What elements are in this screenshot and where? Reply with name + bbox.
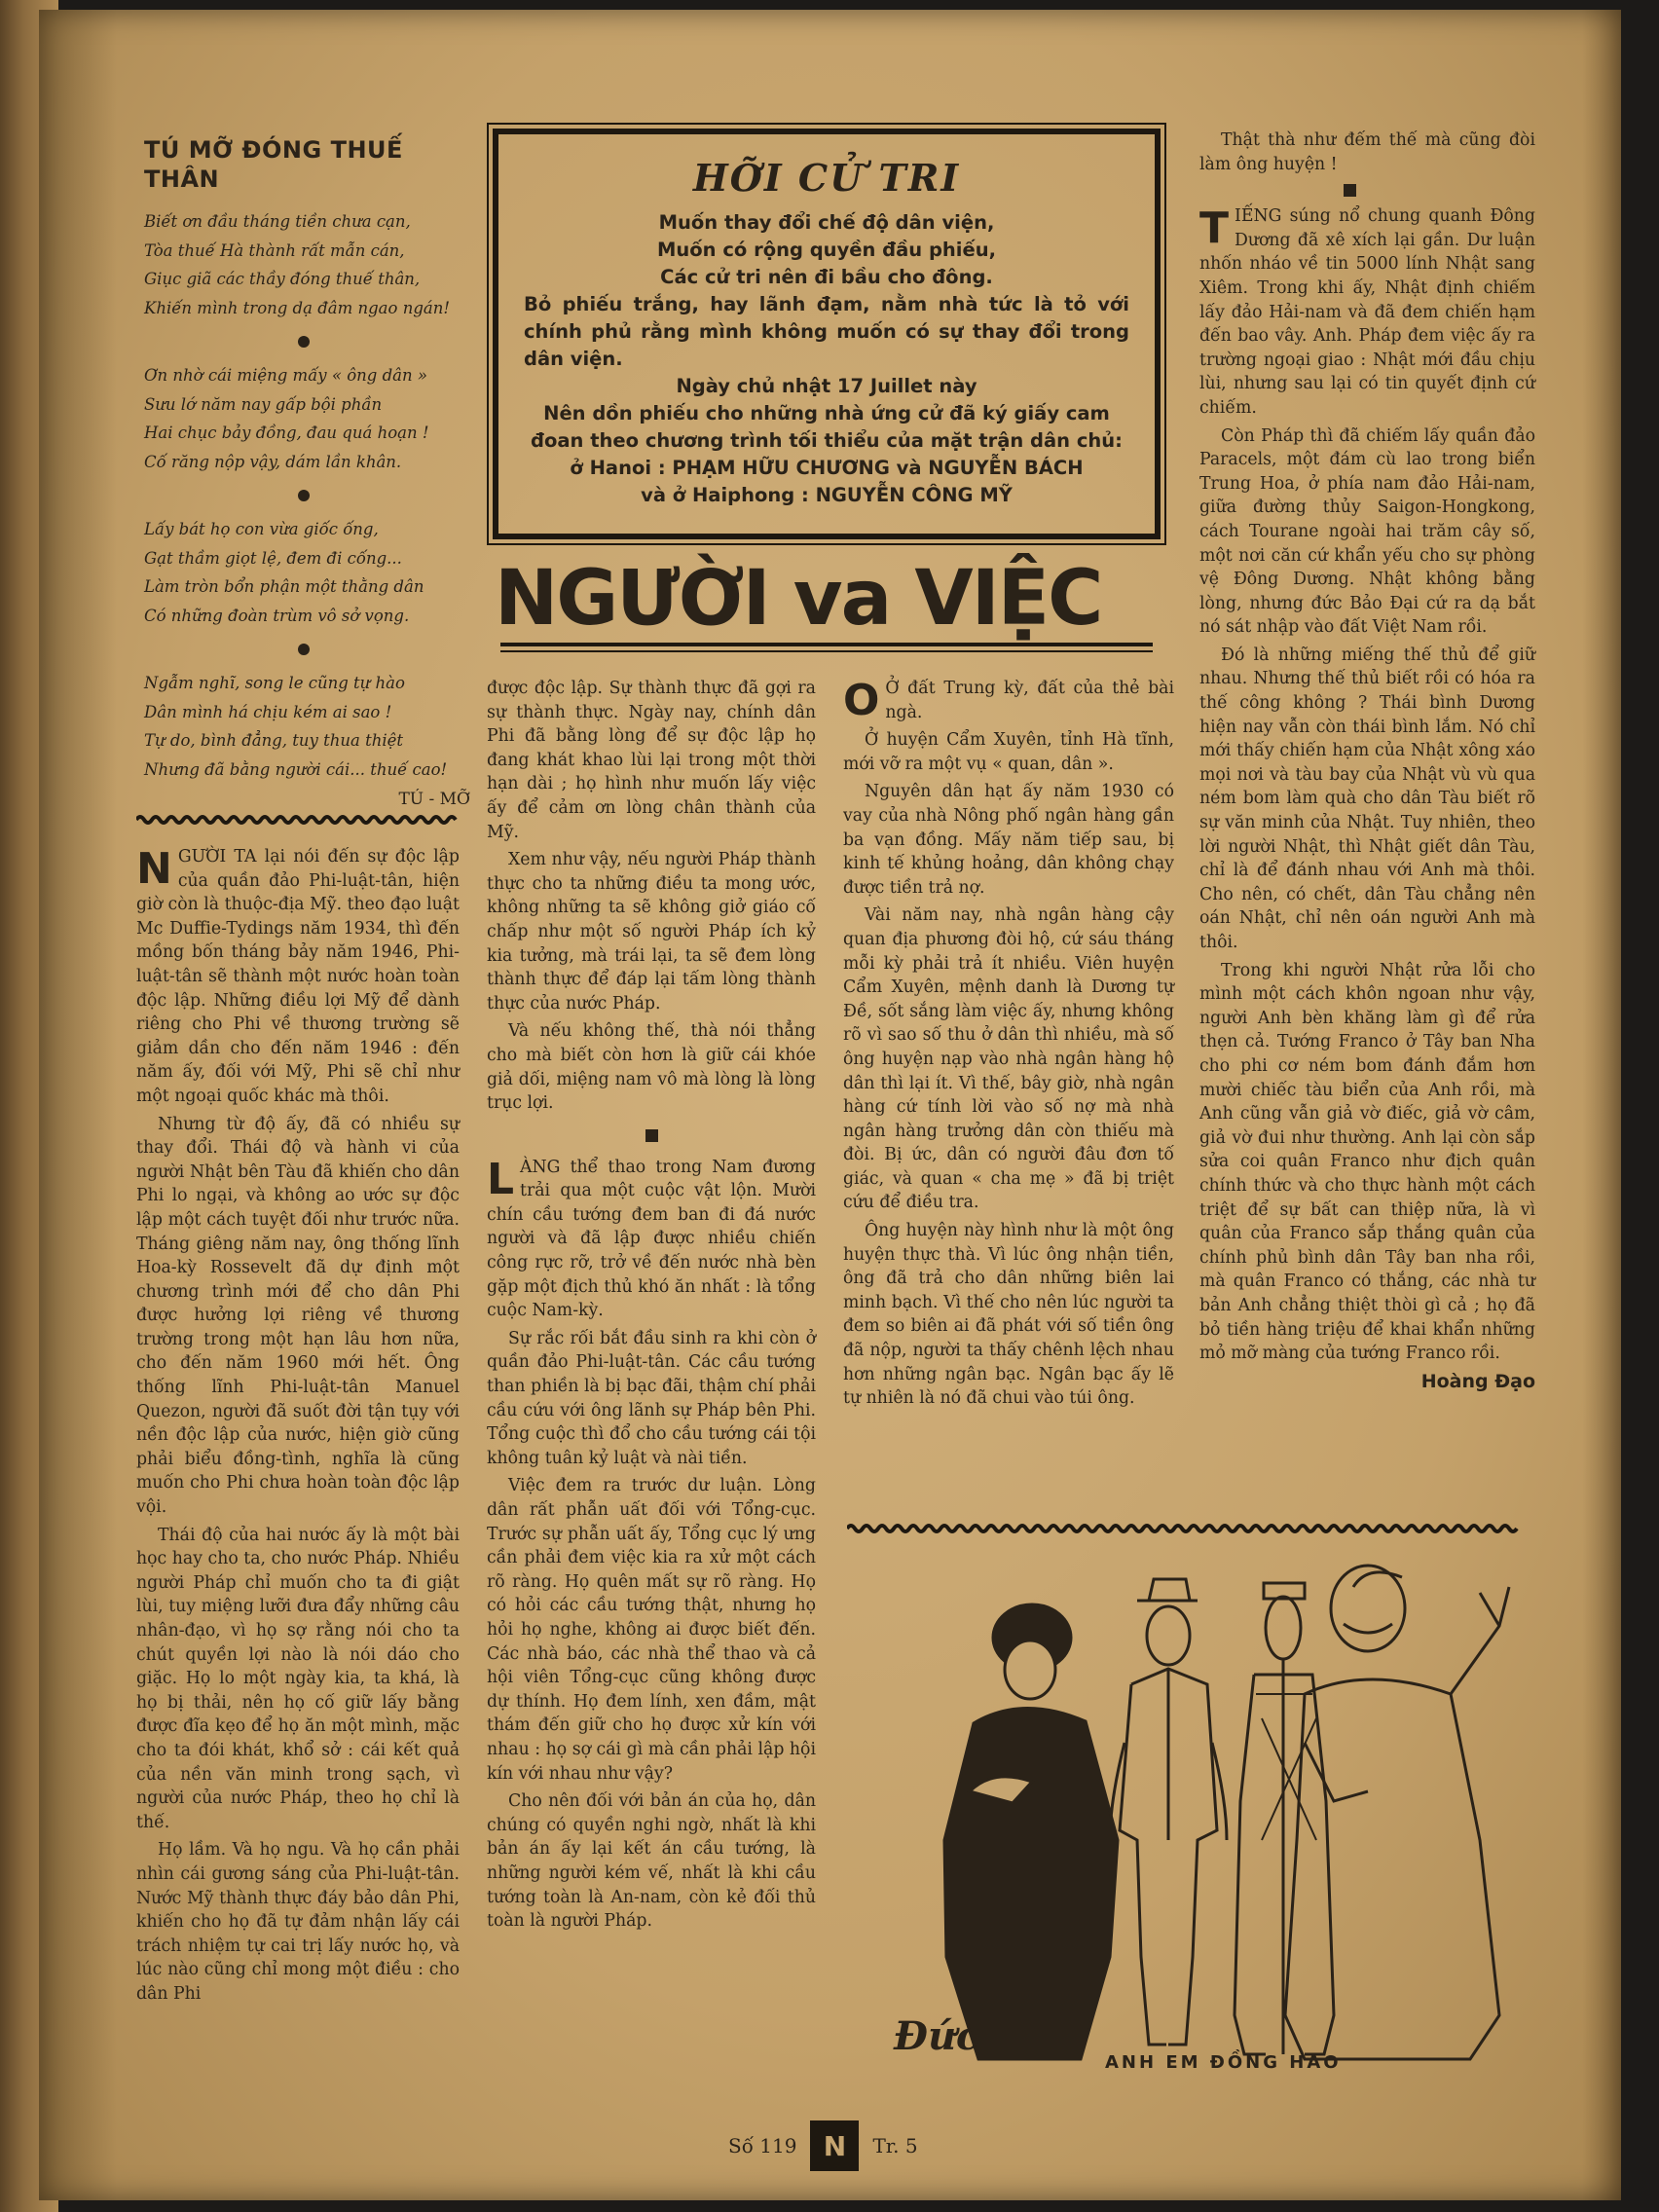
section-headline: NGƯỜI va VIỆC <box>495 555 1102 643</box>
poem-stanza-2 <box>144 361 470 476</box>
drop-cap: T <box>1199 203 1230 254</box>
notice-line: Muốn thay đổi chế độ dân viện, <box>658 211 995 234</box>
stanza-separator <box>298 336 310 348</box>
poem-line: Ngẫm nghĩ, song le cũng tự hào <box>144 674 405 692</box>
paragraph: Còn Pháp thì đã chiếm lấy quần đảo Paracels, một đám cù lao trong biển Trung Hoa, ở phía nam đảo Hải-nam, giữa đường thủy Saigon-Hongkong, cách Tourane ngoài hai trăm cây số, một nơi căn cứ khẩn yếu cho sự phòng vệ Đông Dương. Nhật không bằng lòng, nhưng đức Bảo Đại cứ ra dạ bắt nó sát nhập vào đất Việt Nam rồi. <box>1199 425 1535 638</box>
paragraph: Xem như vậy, nếu người Pháp thành thực cho ta những điều ta mong ước, không những ta sẽ không giở giáo cố chấp như một số người Pháp ích kỷ kia tưởng, mà trái lại, ta sẽ đem lòng thành thực để đáp lại tấm lòng thành thực của nước Pháp. <box>487 850 816 1014</box>
paragraph: Nhưng từ độ ấy, đã có nhiều sự thay đổi. Thái độ và hành vi của người Nhật bên Tàu đã khiến cho dân Phi lo ngại, và không ao ước sự độc lập một cách tuyệt đối như trước nữa. Tháng giêng năm nay, ông thống lĩnh Hoa-kỳ Rossevelt đã dự định một chương trình mới để cho dân Phi được hưởng lợi riêng về thương trường trong một hạn lâu hơn nữa, cho đến năm 1960 mới hết. Ông thống lĩnh Phi-luật-tân Manuel Quezon, người đã suốt đời tận tụy với nền độc lập của nước, hiện giờ cũng phải biểu đồng-tình, nghĩa là cũng muốn cho Phi chưa hoàn toàn độc lập vội. <box>136 1114 460 1518</box>
notice-line: Ngày chủ nhật 17 Juillet này <box>676 375 977 397</box>
paragraph: được độc lập. Sự thành thực đã gợi ra sự thành thực. Ngày nay, chính dân Phi đã bằng lòng để sự độc lập họ đang khát khao lùi lại trong một thời hạn dài ; họ hình như muốn lấy việc ấy để cảm ơn lòng chân thành của Mỹ. <box>487 679 816 842</box>
article-signature: Hoàng Đạo <box>1420 1370 1535 1392</box>
paragraph: Ở huyện Cẩm Xuyên, tỉnh Hà tĩnh, mới vỡ ra một vụ « quan, dân ». <box>843 730 1174 774</box>
paragraph: LÀNG thể thao trong Nam đương trải qua một cuộc vật lộn. Mười chín cầu tướng đem ban đi đá nước người và đã lập được nhiều chiến công rực rỡ, trở về đến nước nhà bèn gặp một địch thủ khó ăn nhất : là tổng cuộc Nam-kỳ. <box>487 1154 816 1321</box>
paragraph: O Ở đất Trung kỳ, đất của thẻ bài ngà. <box>843 676 1174 725</box>
paragraph: Nguyên dân hạt ấy năm 1930 có vay của nhà Nông phố ngân hàng gần ba vạn đồng. Mấy năm tiếp sau, bị kinh tế khủng hoảng, dân không chạy được tiền trả nợ. <box>843 782 1174 898</box>
poem-line: Hai chục bảy đồng, đau quá hoạn ! <box>144 424 429 442</box>
paragraph: NGƯỜI TA lại nói đến sự độc lập của quần đảo Phi-luật-tân, hiện giờ còn là thuộc-địa Mỹ. theo đạo luật Mc Duffie-Tydings năm 1934, thì đến mồng bốn tháng bảy năm 1946, Phi-luật-tân sẽ thành một nước hoàn toàn độc lập. Những điều lợi Mỹ để dành riêng cho Phi về thương trường sẽ giảm dần cho đến năm 1946 : đến năm ấy, đối với Mỹ, Phi sẽ chỉ như một ngoại quốc khác mà thôi. <box>136 844 460 1106</box>
poem-stanza-4 <box>144 669 470 784</box>
stanza-separator <box>298 644 310 655</box>
poem-line: Khiến mình trong dạ đâm ngao ngán! <box>144 298 450 317</box>
wavy-divider <box>136 813 460 827</box>
poem-stanza-1 <box>144 207 470 322</box>
notice-line: ở Hanoi : PHẠM HỮU CHƯƠNG và NGUYỄN BÁCH <box>570 457 1084 479</box>
poem-line: Tòa thuế Hà thành rất mẫn cán, <box>144 240 405 260</box>
section-separator <box>645 1129 658 1142</box>
newspaper-logo-icon: N <box>810 2120 859 2171</box>
paragraph: Và nếu không thế, thà nói thẳng cho mà biết còn hơn là giữ cái khóe giả dối, miệng nam vô mà lòng là lòng trục lợi. <box>487 1021 816 1114</box>
headline-rule <box>500 643 1153 646</box>
poem-line: Cố răng nộp vậy, dám lần khân. <box>144 452 402 471</box>
paragraph: Đó là những miếng thế thủ để giữ nhau. Nhưng thế thủ biết rồi có hóa ra thế công không ? Thái bình Dương hiện nay vẫn còn thái bình lắm. Nó chỉ mới thấy chiến hạm của Nhật xông xáo mọi nơi và tàu bay của Nhật vù vù qua ném bom làm quà cho dân Tàu biết rõ sự văn minh của Nhật. Tuy nhiên, theo lời người Nhật, thì Nhật giết dân Tàu, chỉ là để đánh nhau với Anh mà thôi. Cho nên, có chết, dân Tàu chẳng nên oán Nhật, chỉ nên oán người Anh mà thôi. <box>1199 645 1535 952</box>
page-footer <box>728 2120 918 2171</box>
poem-line: Có những đoàn trùm vô sở vọng. <box>144 606 410 625</box>
poem-line: Tự do, bình đẳng, tuy thua thiệt <box>144 731 403 750</box>
page-number: Tr. 5 <box>872 2134 918 2157</box>
paragraph: Ông huyện này hình như là một ông huyện thực thà. Vì lúc ông nhận tiền, ông đã trả cho dân những biên lai minh bạch. Vì thế cho nên lúc người ta đem so biên ai đã phát với số tiền ông đã nộp, người ta thấy chênh lệch nhau hơn những ngân bạc. Ngân bạc ấy lẽ tự nhiên là nó đã chui vào túi ông. <box>843 1221 1174 1409</box>
poem-line: Gạt thầm giọt lệ, đem đi cống... <box>144 548 402 568</box>
article-column-2 <box>487 677 816 1937</box>
poem-line: Làm tròn bổn phận một thằng dân <box>144 577 424 596</box>
notice-line: Nên dồn phiếu cho những nhà ứng cử đã ký giấy cam đoan theo chương trình tối thiểu của mặt trận dân chủ: <box>531 402 1123 452</box>
article-column-4 <box>1199 129 1535 1393</box>
drop-cap: L <box>487 1154 515 1204</box>
poem-line: Sưu lớ năm nay gấp bội phần <box>144 394 383 414</box>
issue-number: Số 119 <box>728 2134 797 2157</box>
article-column-1 <box>136 845 460 2010</box>
article-column-3 <box>843 677 1174 1415</box>
section-separator <box>1344 184 1356 197</box>
paragraph: Việc đem ra trước dư luận. Lòng dân rất phẫn uất đối với Tổng-cục. Trước sự phẫn uất ấy, Tổng cục lý ưng cần phải đem việc kia ra xử một cách rõ ràng. Họ quên mất sự rõ ràng. Họ có hỏi các cầu tướng thật, nhưng họ hỏi họ nghe, không ai được biết đến. Các nhà báo, các nhà thể thao và cả hội viên Tổng-cục cũng không được dự thính. Họ đem lính, xen đầm, mật thám đến giữ cho họ được xử kín với nhau : họ sợ cái gì mà cần phải lập hội kín với nhau như vậy? <box>487 1476 816 1784</box>
poem-line: Nhưng đã bằng người cái... thuế cao! <box>144 759 448 779</box>
notice-line: Muốn có rộng quyền đầu phiếu, <box>656 239 997 261</box>
cartoon-caption: ANH EM ĐỒNG HAO <box>1105 2052 1342 2073</box>
poem-author: TÚ - MỠ <box>398 790 470 809</box>
paragraph: Họ lầm. Và họ ngu. Và họ cần phải nhìn cái gương sáng của Phi-luật-tân. Nước Mỹ thành thực đáy bảo dân Phi, khiến cho họ đã tự đảm nhận lấy cái trách nhiệm tự cai trị lấy nước họ, và lúc nào cũng chỉ mong một điều : cho dân Phi <box>136 1840 460 2004</box>
drop-cap: O <box>843 676 880 725</box>
poem-line: Lấy bát họ con vừa giốc ống, <box>144 520 379 538</box>
notice-line: Bỏ phiếu trắng, hay lãnh đạm, nằm nhà tức là tỏ với chính phủ rằng mình không muốn có sự thay đổi trong dân viện. <box>524 293 1129 370</box>
notice-title: HỠI CỬ TRI <box>692 156 961 200</box>
paragraph: Vài năm nay, nhà ngân hàng cậy quan địa phương đòi hộ, cứ sáu tháng mỗi kỳ phải trả ít nhiều. Viên huyện Cẩm Xuyên, mệnh danh là Dương tự Đề, sốt sắng làm việc ấy, nhưng không rõ vì sao số thu ở dân thì nhiều, mà số ông huyện nạp vào nhà ngân hàng hộ dân thì lại ít. Vì thế, bây giờ, nhà ngân hàng cứ tính lời vào số nợ mà nhà ngân hàng trưởng dân còn thiếu mà đòi. Bị ức, dân có người đâu đơn tố giác, và quan « cha mẹ » đã bị triệt cứu để điều tra. <box>843 905 1174 1213</box>
poem-stanza-3 <box>144 515 470 630</box>
page-edge-shadow <box>1582 10 1621 2200</box>
poem-title: TÚ MỠ ĐÓNG THUẾ THÂN <box>144 136 403 193</box>
paragraph: Cho nên đối với bản án của họ, dân chúng có quyền nghi ngờ, nhất là khi bản án ấy lại kết án cầu tướng, là những người kém vế, nhất là khi cầu tướng toàn là An-nam, còn kẻ đối thủ toàn là người Pháp. <box>487 1791 816 1932</box>
cartoon-illustration <box>876 1548 1558 2074</box>
paragraph: TIẾNG súng nổ chung quanh Đông Dương đã xê xích lại gần. Dư luận nhốn nháo về tin 5000 lính Nhật sang Xiêm. Trong khi ấy, Nhật định chiếm lấy đảo Hải-nam và đã đem chiến hạm đến bao vây. Anh. Pháp đem việc ấy ra trường ngoại giao : Nhật mới đầu chịu lùi, nhưng sau lại có tin quyết định cứ chiếm. <box>1199 203 1535 418</box>
paragraph: Thái độ của hai nước ấy là một bài học hay cho ta, cho nước Pháp. Nhiều người Pháp chỉ muốn cho ta đi giật lùi, tuy miệng lưỡi đưa đẩy những câu nhân-đạo, vì họ sợ rằng nói cho ta chút quyền lợi nào là nói dáo cho giặc. Họ lo một ngày kia, ta khá, là họ bị thải, nên họ cố giữ lấy bằng được đĩa kẹo để họ ăn một mình, mặc cho ta đói khát, khổ sở : cái kết quả của nền văn minh trong sạch, vì người của nước Pháp, theo họ chỉ là thế. <box>136 1525 460 1832</box>
poem-line: Giục giã các thầy đóng thuế thân, <box>144 270 421 288</box>
wavy-divider <box>847 1522 1521 1535</box>
notice-line: Các cử tri nên đi bầu cho đông. <box>660 266 993 288</box>
paragraph: Trong khi người Nhật rửa lỗi cho mình một cách khôn ngoan như vậy, người Anh bèn khăng làm gì để rửa thẹn cả. Tướng Franco ở Tây ban Nha cho phi cơ ném bom đánh đắm hơn mười chiếc tàu biển của Anh rồi, mà Anh cũng vẫn giả vờ điếc, giả vờ câm, giả vờ đui như thường. Anh lại còn sắp sửa coi quân Franco như địch quân chính thức và cho thực hành một cách triệt để sự bất can thiệp nữa, là vì quân của Franco sắp thắng quân của chính phủ bình dân Tây ban nha rồi, mà quân Franco có thắng, các nhà tư bản Anh chẳng thiệt thòi gì cả ; họ đã bỏ tiền hàng triệu để khai khẩn những mỏ mỡ màng của tướng Franco rồi. <box>1199 960 1535 1364</box>
paragraph: Sự rắc rối bắt đầu sinh ra khi còn ở quần đảo Phi-luật-tân. Các cầu tướng than phiền là bị bạc đãi, thậm chí phải cầu cứu với ông lãnh sự Pháp bên Phi. Tổng cuộc thì đổ cho cầu tướng cái tội không tuân kỷ luật và nài tiền. <box>487 1328 816 1468</box>
voters-notice-box <box>493 129 1161 539</box>
page-gutter-shadow <box>39 10 117 2200</box>
stanza-separator <box>298 490 310 501</box>
poem-line: Biết ơn đầu tháng tiền chưa cạn, <box>144 212 411 231</box>
poem <box>144 132 470 815</box>
artist-mark: Đức <box>894 2013 980 2059</box>
poem-line: Ơn nhờ cái miệng mấy « ông dân » <box>144 366 427 385</box>
drop-cap: N <box>136 844 172 894</box>
poem-line: Dân mình há chịu kém ai sao ! <box>144 702 392 721</box>
paragraph: Thật thà như đếm thế mà cũng đòi làm ông huyện ! <box>1199 130 1535 174</box>
notice-line: và ở Haiphong : NGUYỄN CÔNG MỸ <box>641 484 1013 506</box>
headline-rule <box>500 650 1153 652</box>
